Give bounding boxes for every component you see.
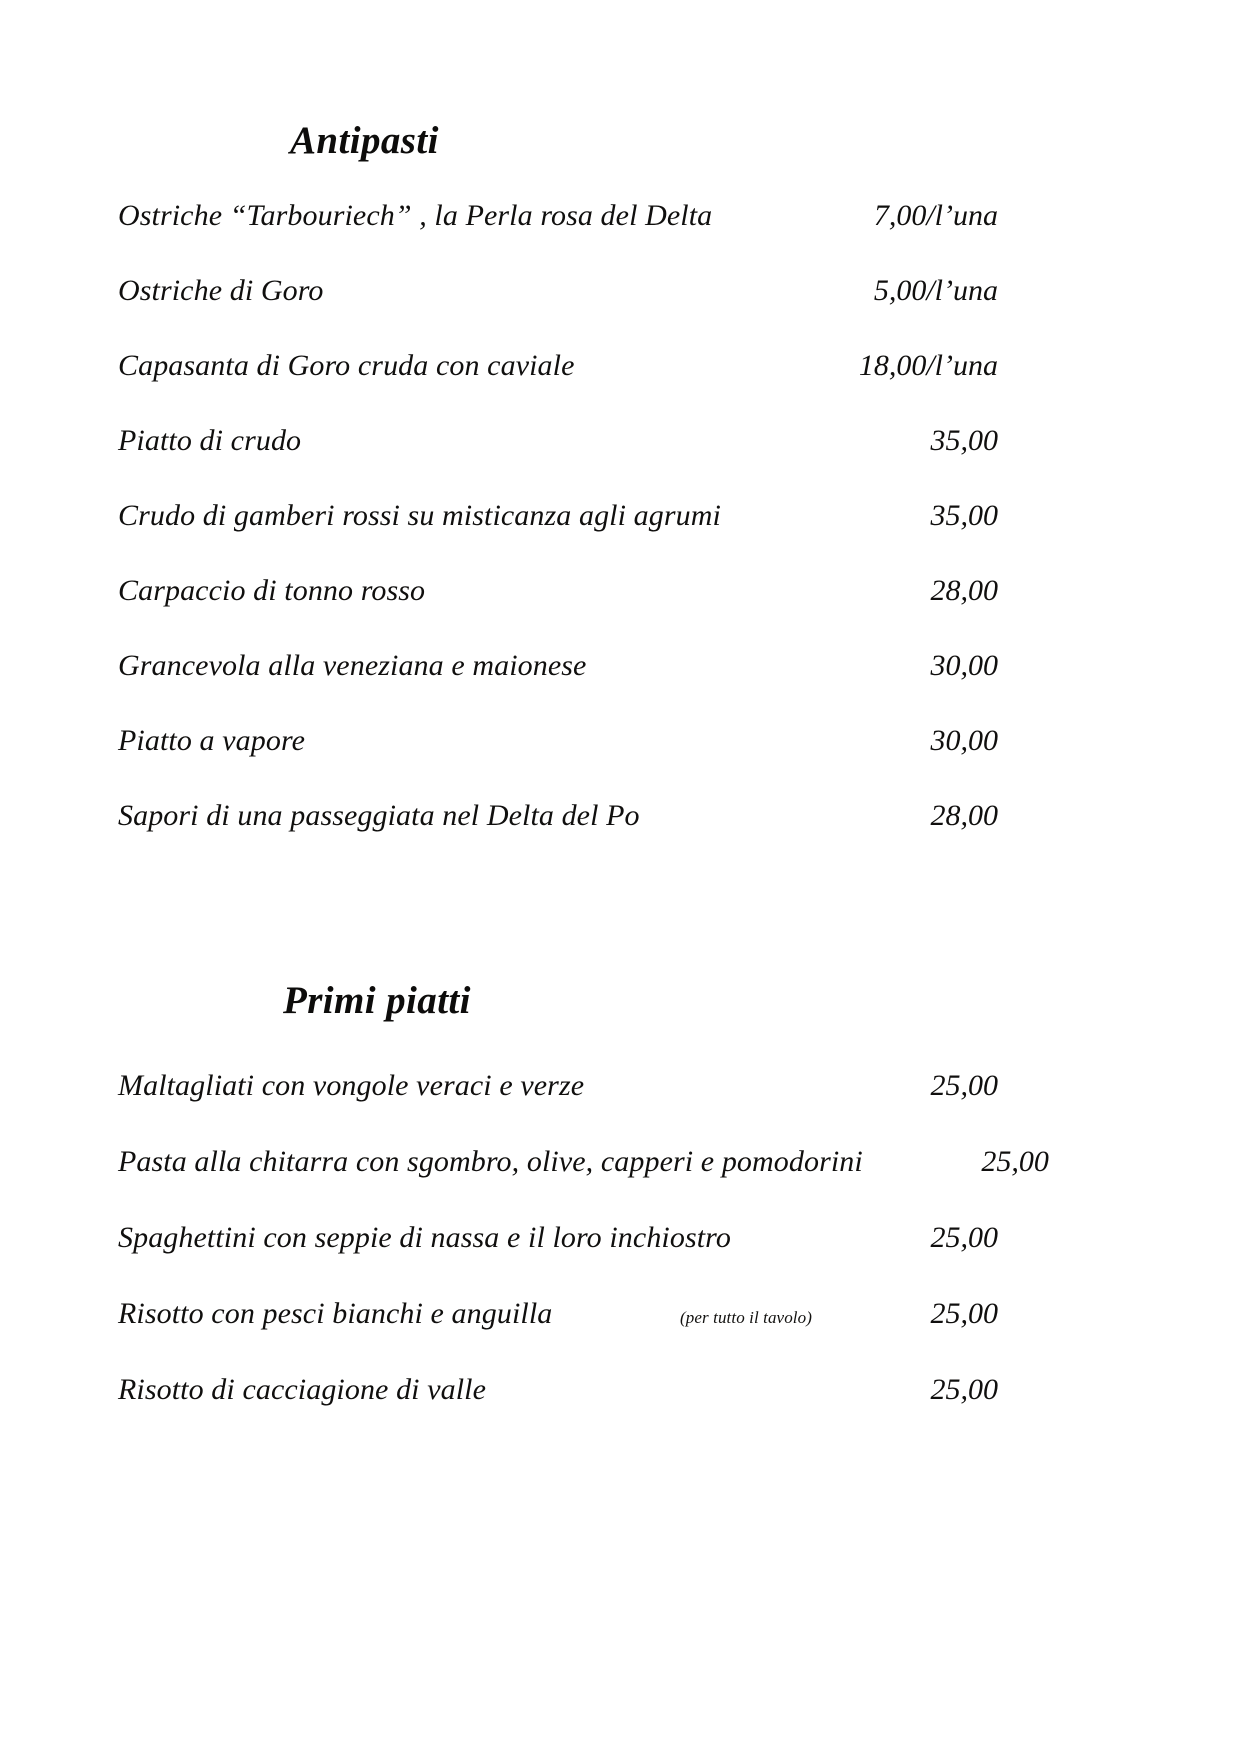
menu-item-price: 25,00 [930,1372,998,1406]
menu-item [118,799,998,874]
menu-item-name: Piatto di crudo [118,423,302,457]
menu-item [118,1297,998,1373]
menu-item [118,349,998,424]
menu-item-name: Grancevola alla veneziana e maionese [118,648,587,682]
menu-item-price: 25,00 [930,1296,998,1330]
menu-item-name: Carpaccio di tonno rosso [118,573,426,607]
menu-item [118,1144,1049,1221]
menu-item-price: 25,00 [930,1220,998,1254]
menu-item-name: Ostriche di Goro [118,273,324,307]
menu-item-name: Maltagliati con vongole veraci e verze [118,1068,585,1102]
menu-item-name: Risotto di cacciagione di valle [118,1372,487,1406]
menu-item [118,424,998,499]
menu-item-name: Piatto a vapore [118,723,306,757]
menu-item-price: 25,00 [981,1144,1049,1178]
menu-item-name: Risotto con pesci bianchi e anguilla [118,1296,553,1330]
menu-item-price: 28,00 [930,573,998,607]
menu-item-note: (per tutto il tavolo) [680,1307,812,1327]
menu-item-name: Capasanta di Goro cruda con caviale [118,348,575,382]
section-title-primi: Primi piatti [283,978,471,1022]
menu-item [118,574,998,649]
menu-item [118,649,998,724]
menu-item-price: 5,00/l’una [873,273,998,307]
menu-section-antipasti [118,0,998,874]
menu-item-name: Pasta alla chitarra con sgombro, olive, capperi e pomodorini [118,1144,863,1178]
menu-item-list-antipasti [118,199,998,874]
menu-item-name: Crudo di gamberi rossi su misticanza agli agrumi [118,498,721,532]
menu-item [118,274,998,349]
menu-item [118,1221,998,1297]
menu-content [118,0,1049,1449]
menu-item-name: Ostriche “Tarbouriech” , la Perla rosa del Delta [118,198,713,232]
menu-item-price: 25,00 [930,1068,998,1102]
menu-section-primi [118,874,1049,1449]
menu-item-price: 35,00 [930,423,998,457]
menu-item-price: 35,00 [930,498,998,532]
menu-item-price: 30,00 [930,648,998,682]
menu-item [118,724,998,799]
menu-item-list-primi [118,1068,1049,1449]
menu-item-price: 7,00/l’una [873,198,998,232]
section-title-antipasti: Antipasti [290,119,439,162]
menu-item-price: 18,00/l’una [858,348,998,382]
menu-item-name: Sapori di una passeggiata nel Delta del Po [118,798,640,832]
menu-item [118,1069,998,1145]
menu-item [118,1373,998,1449]
menu-item-price: 30,00 [930,723,998,757]
menu-item [118,199,998,274]
menu-item [118,499,998,574]
menu-item-name: Spaghettini con seppie di nassa e il loro inchiostro [118,1220,731,1254]
menu-item-price: 28,00 [930,798,998,832]
